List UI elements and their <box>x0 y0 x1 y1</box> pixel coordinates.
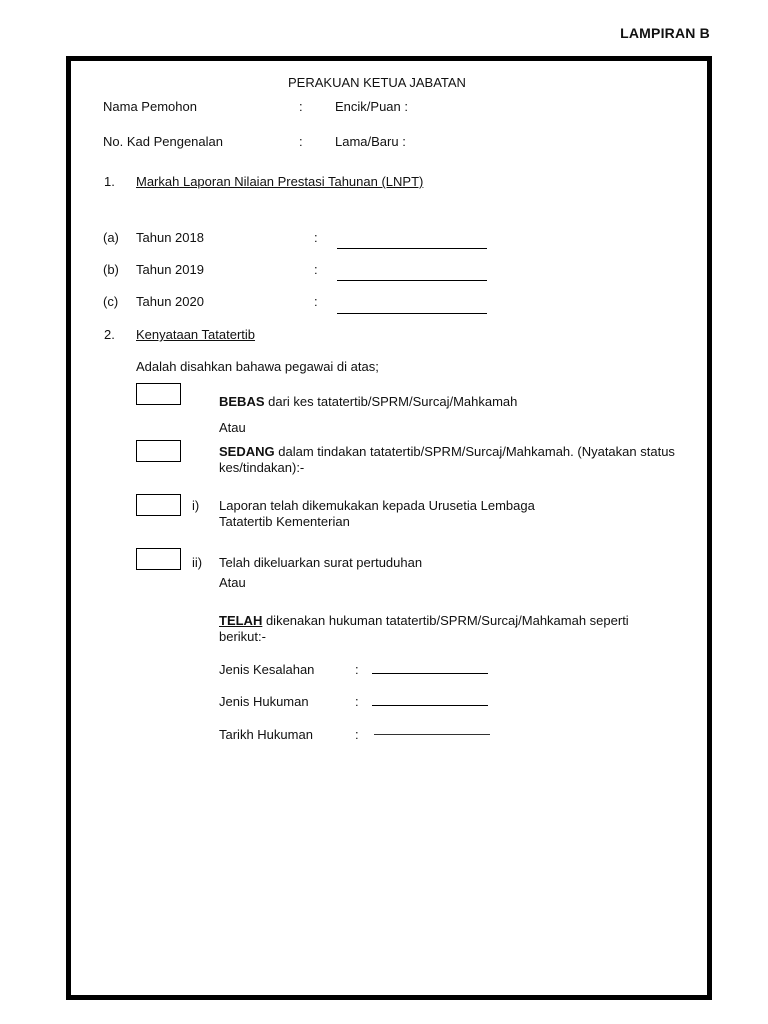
item-b-label: Tahun 2019 <box>136 262 204 277</box>
tarikh-hukuman-colon: : <box>355 727 359 742</box>
telah-text: dikenakan hukuman tatatertib/SPRM/Surcaj/Mahkamah seperti berikut:- <box>219 613 629 644</box>
atau-label-1: Atau <box>219 420 246 435</box>
item-a-colon: : <box>314 230 318 245</box>
telah-keyword: TELAH <box>219 613 263 628</box>
jenis-hukuman-label: Jenis Hukuman <box>219 694 309 709</box>
sedang-text: dalam tindakan tatatertib/SPRM/Surcaj/Mahkamah. (Nyatakan status kes/tindakan):- <box>219 444 675 475</box>
item-c-label: Tahun 2020 <box>136 294 204 309</box>
jenis-hukuman-input-line[interactable] <box>372 705 488 706</box>
nama-pemohon-colon: : <box>299 99 303 114</box>
item-b-colon: : <box>314 262 318 277</box>
section1-heading: Markah Laporan Nilaian Prestasi Tahunan (LNPT) <box>136 174 424 189</box>
sub-ii-checkbox[interactable] <box>136 548 181 570</box>
sedang-checkbox[interactable] <box>136 440 181 462</box>
jenis-hukuman-colon: : <box>355 694 359 709</box>
sedang-keyword: SEDANG <box>219 444 275 459</box>
kad-pengenalan-label: No. Kad Pengenalan <box>103 134 223 149</box>
bebas-checkbox[interactable] <box>136 383 181 405</box>
section2-number: 2. <box>104 327 115 342</box>
nama-pemohon-label: Nama Pemohon <box>103 99 197 114</box>
tahun-2020-input-line[interactable] <box>337 313 487 314</box>
section2-heading: Kenyataan Tatatertib <box>136 327 256 342</box>
section2-intro: Adalah disahkan bahawa pegawai di atas; <box>136 359 379 374</box>
jenis-kesalahan-input-line[interactable] <box>372 673 488 674</box>
atau-label-2: Atau <box>219 575 246 590</box>
bebas-keyword: BEBAS <box>219 394 265 409</box>
sedang-statement <box>219 444 684 476</box>
tahun-2019-input-line[interactable] <box>337 280 487 281</box>
tarikh-hukuman-label: Tarikh Hukuman <box>219 727 313 742</box>
jenis-kesalahan-label: Jenis Kesalahan <box>219 662 315 677</box>
jenis-kesalahan-colon: : <box>355 662 359 677</box>
telah-statement <box>219 613 679 645</box>
tahun-2018-input-line[interactable] <box>337 248 487 249</box>
form-title: PERAKUAN KETUA JABATAN <box>288 75 466 90</box>
sub-i-marker: i) <box>192 498 200 513</box>
encik-puan-label: Encik/Puan : <box>335 99 408 114</box>
sub-ii-text: Telah dikeluarkan surat pertuduhan <box>219 555 423 570</box>
sub-i-text: Laporan telah dikemukakan kepada Urusetia Lembaga Tatatertib Kementerian <box>219 498 535 529</box>
item-b-marker: (b) <box>103 262 119 277</box>
sub-ii-marker: ii) <box>192 555 203 570</box>
sub-i-checkbox[interactable] <box>136 494 181 516</box>
item-a-marker: (a) <box>103 230 119 245</box>
item-c-marker: (c) <box>103 294 119 309</box>
kad-pengenalan-colon: : <box>299 134 303 149</box>
lampiran-label: LAMPIRAN B <box>620 25 710 41</box>
tarikh-hukuman-input-line[interactable] <box>374 734 490 735</box>
item-c-colon: : <box>314 294 318 309</box>
item-a-label: Tahun 2018 <box>136 230 204 245</box>
section1-number: 1. <box>104 174 115 189</box>
lama-baru-label: Lama/Baru : <box>335 134 406 149</box>
bebas-statement <box>219 394 517 409</box>
bebas-text: dari kes tatatertib/SPRM/Surcaj/Mahkamah <box>264 394 518 409</box>
